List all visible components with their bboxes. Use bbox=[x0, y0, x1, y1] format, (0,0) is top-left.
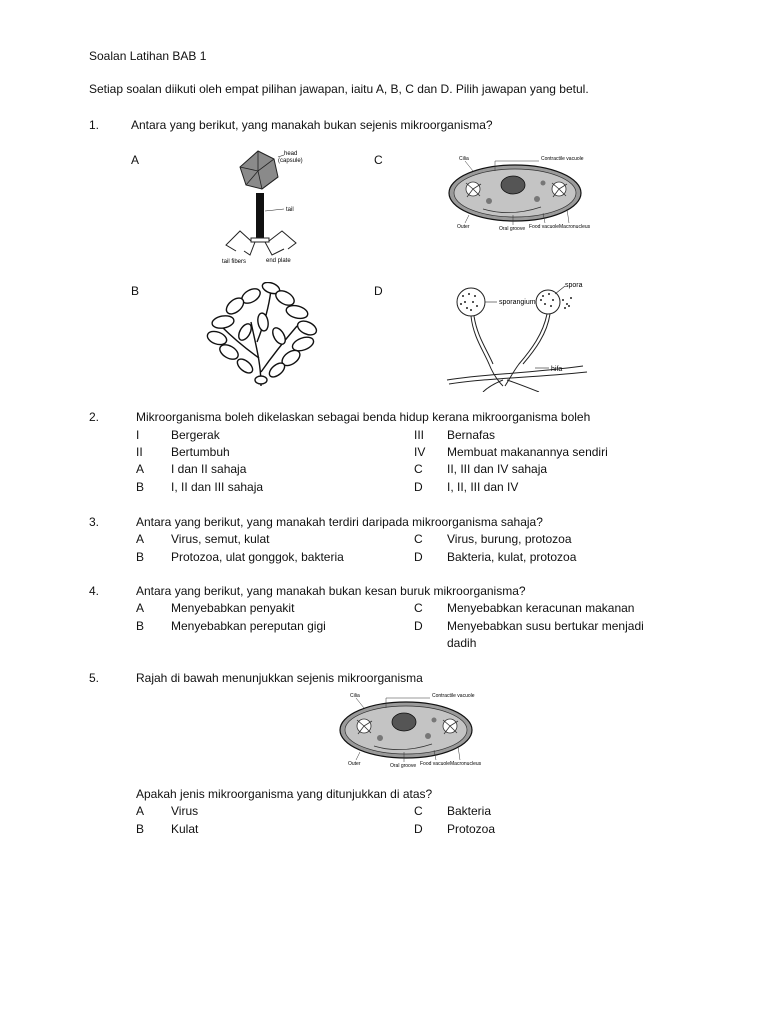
label-vacuole: Contractile vacuole bbox=[432, 693, 475, 699]
option-letter-a[interactable]: A bbox=[136, 804, 145, 818]
label-outer: Outer bbox=[348, 761, 361, 767]
option-letter-a[interactable]: A bbox=[136, 462, 145, 476]
question-text: Antara yang berikut, yang manakah bukan sejenis mikroorganisma? bbox=[131, 118, 493, 132]
option-letter-a[interactable]: A bbox=[136, 532, 145, 546]
label-food-vacuole: Food vacuole bbox=[420, 761, 451, 767]
label-tail: tail bbox=[286, 207, 294, 213]
label-hifa: hifa bbox=[551, 366, 563, 373]
option-letter-a[interactable]: A bbox=[136, 601, 145, 615]
option-letter-d[interactable]: D bbox=[414, 550, 423, 564]
option-letter-b[interactable]: B bbox=[131, 284, 140, 298]
option-letter-b[interactable]: B bbox=[136, 822, 145, 836]
question-number: 1. bbox=[89, 118, 100, 132]
option-text-b[interactable]: Kulat bbox=[171, 822, 199, 836]
option-letter-c[interactable]: C bbox=[414, 804, 423, 818]
option-letter-d[interactable]: D bbox=[414, 822, 423, 836]
option-letter-b[interactable]: B bbox=[136, 480, 145, 494]
option-letter-c[interactable]: C bbox=[414, 462, 423, 476]
label-food-vacuole: Food vacuole bbox=[529, 224, 560, 230]
option-text-d[interactable]: I, II, III dan IV bbox=[447, 480, 519, 494]
option-letter-d[interactable]: D bbox=[414, 619, 423, 633]
statement-roman: IV bbox=[414, 445, 426, 459]
label-macronucleus: Macronucleus bbox=[559, 224, 591, 230]
label-cilia: Cilia bbox=[350, 693, 360, 699]
option-text-d[interactable]: Menyebabkan susu bertukar menjadi bbox=[447, 619, 644, 633]
option-text-d[interactable]: Bakteria, kulat, protozoa bbox=[447, 550, 577, 564]
label-capsule: (capsule) bbox=[278, 158, 303, 164]
label-oral-groove: Oral groove bbox=[390, 763, 417, 769]
virus-figure bbox=[218, 145, 318, 267]
label-cilia: Cilia bbox=[459, 156, 469, 162]
option-text-c[interactable]: Menyebabkan keracunan makanan bbox=[447, 601, 635, 615]
document-title: Soalan Latihan BAB 1 bbox=[89, 49, 207, 63]
statement-roman: III bbox=[414, 428, 425, 442]
statement-roman: I bbox=[136, 428, 140, 442]
question-text: Rajah di bawah menunjukkan sejenis mikroorganisma bbox=[136, 671, 423, 685]
option-text-c[interactable]: Bakteria bbox=[447, 804, 492, 818]
question-number: 3. bbox=[89, 515, 100, 529]
label-spora: spora bbox=[565, 282, 583, 289]
option-letter-c[interactable]: C bbox=[414, 601, 423, 615]
option-text-b[interactable]: Menyebabkan pereputan gigi bbox=[171, 619, 326, 633]
plant-figure bbox=[205, 282, 323, 390]
question-text: Antara yang berikut, yang manakah bukan kesan buruk mikroorganisma? bbox=[136, 584, 526, 598]
option-text-d[interactable]: Protozoa bbox=[447, 822, 496, 836]
option-letter-d[interactable]: D bbox=[414, 480, 423, 494]
question-text: Antara yang berikut, yang manakah terdiri daripada mikroorganisma sahaja? bbox=[136, 515, 543, 529]
option-text-a[interactable]: Menyebabkan penyakit bbox=[171, 601, 295, 615]
option-letter-a[interactable]: A bbox=[131, 153, 140, 167]
paramecium-figure-q5 bbox=[333, 690, 483, 772]
statement-text: Bertumbuh bbox=[171, 445, 230, 459]
fungus-figure bbox=[443, 280, 593, 392]
label-head: head bbox=[284, 151, 298, 157]
statement-roman: II bbox=[136, 445, 143, 459]
option-letter-b[interactable]: B bbox=[136, 619, 145, 633]
label-macronucleus: Macronucleus bbox=[450, 761, 482, 767]
label-oral-groove: Oral groove bbox=[499, 226, 526, 232]
label-sporangium: sporangium bbox=[499, 299, 536, 306]
label-end-plate: end plate bbox=[266, 258, 291, 264]
option-text-b[interactable]: I, II dan III sahaja bbox=[171, 480, 264, 494]
option-letter-c[interactable]: C bbox=[374, 153, 383, 167]
option-letter-c[interactable]: C bbox=[414, 532, 423, 546]
label-vacuole: Contractile vacuole bbox=[541, 156, 584, 162]
option-letter-b[interactable]: B bbox=[136, 550, 145, 564]
question-number: 5. bbox=[89, 671, 100, 685]
question-text: Mikroorganisma boleh dikelaskan sebagai benda hidup kerana mikroorganisma boleh bbox=[136, 410, 591, 424]
statement-text: Membuat makanannya sendiri bbox=[447, 445, 608, 459]
paramecium-figure-c bbox=[443, 153, 591, 235]
option-text-b[interactable]: Protozoa, ulat gonggok, bakteria bbox=[171, 550, 344, 564]
option-text-a[interactable]: Virus, semut, kulat bbox=[171, 532, 270, 546]
label-tail-fibers: tail fibers bbox=[222, 259, 247, 265]
statement-text: Bergerak bbox=[171, 428, 220, 442]
label-outer: Outer bbox=[457, 224, 470, 230]
sub-question-text: Apakah jenis mikroorganisma yang ditunjukkan di atas? bbox=[136, 787, 433, 801]
option-text-a[interactable]: I dan II sahaja bbox=[171, 462, 247, 476]
question-number: 2. bbox=[89, 410, 100, 424]
option-text-d-continued[interactable]: dadih bbox=[447, 636, 477, 650]
instructions: Setiap soalan diikuti oleh empat pilihan jawapan, iaitu A, B, C dan D. Pilih jawapan yang betul. bbox=[89, 82, 589, 96]
option-text-a[interactable]: Virus bbox=[171, 804, 199, 818]
option-letter-d[interactable]: D bbox=[374, 284, 383, 298]
option-text-c[interactable]: Virus, burung, protozoa bbox=[447, 532, 572, 546]
statement-text: Bernafas bbox=[447, 428, 496, 442]
option-text-c[interactable]: II, III dan IV sahaja bbox=[447, 462, 548, 476]
question-number: 4. bbox=[89, 584, 100, 598]
